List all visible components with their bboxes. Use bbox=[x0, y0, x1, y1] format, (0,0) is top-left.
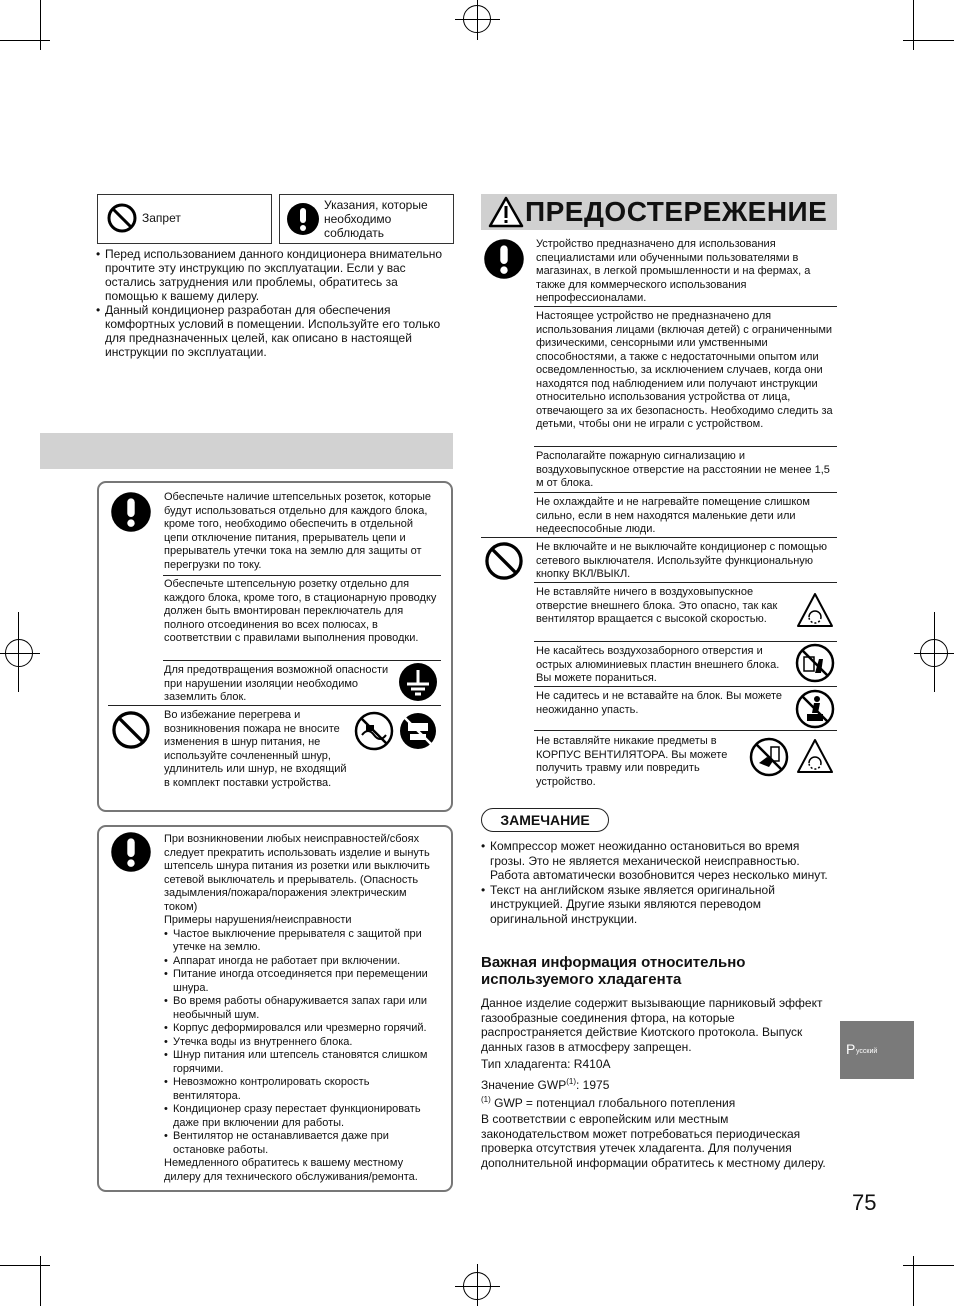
warning-item: Не вставляйте ничего в воздуховыпускное отверстие внешнего блока. Это опасно, так как вентилятор вращается с высокой скоростью. bbox=[536, 586, 778, 625]
warning-item: Настоящее устройство не предназначено для использования лицами (включая детей) с ограниченными физическими, сенсорными или умственными способностями, а также с недостаточными опытом или осведомленностью, за исключением случаев, когда они находятся под наблюдением или получают инструкции относительно использования устройства от лица, отвечающего за их безопасность. Необходимо следить за детьми, чтобы они не играли с устройством. bbox=[536, 310, 833, 430]
note-text bbox=[481, 839, 831, 926]
fan-caution-icon bbox=[796, 738, 834, 774]
warning-item: Не садитесь и не вставайте на блок. Вы можете неожиданно упасть. bbox=[536, 690, 783, 716]
note-item: • Текст на английском языке является оригинальной инструкцией. Другие языки являются переводом оригинальной инструкции. bbox=[481, 883, 831, 927]
legend-mandatory-label: Указания, которые необходимо соблюдать bbox=[324, 198, 428, 240]
intro-text bbox=[96, 247, 448, 359]
prohibition-icon bbox=[106, 202, 138, 234]
refrigerant-para2: В соответствии с европейским или местным законодательством может потребоваться периодическая проверка отсутствия утечек хладагента. Для получения дополнительной информации обратитесь к местному дилеру. bbox=[481, 1112, 826, 1170]
gwp-value: : 1975 bbox=[576, 1078, 610, 1092]
gwp-sup: (1) bbox=[566, 1077, 576, 1086]
panel1-item: Для предотвращения возможной опасности при нарушении изоляции необходимо заземлить блок. bbox=[164, 664, 389, 703]
gwp-label: Значение GWP bbox=[481, 1078, 567, 1092]
no-extension-cord-icon bbox=[398, 711, 438, 751]
panel2-text bbox=[164, 833, 440, 1184]
panel2-intro: При возникновении любых неисправностей/сбоях следует прекратить использовать изделие и вынуть штепсель шнура питания из розетки или выключить сетевой выключатель и прерыватель. (Опасность задымления/пожара/поражения электрическим током) bbox=[164, 833, 430, 913]
exclamation-icon bbox=[110, 831, 152, 873]
footnote-sup: (1) bbox=[481, 1095, 491, 1104]
prohibition-icon bbox=[483, 540, 525, 582]
no-insert-objects-icon bbox=[749, 737, 789, 777]
refrigerant-para1: Данное изделие содержит вызывающие парниковый эффект газообразные соединения фтора, на которые распространяется действие Киотского протокола. Выпуск данных газов в атмосферу запрещен. bbox=[481, 996, 823, 1054]
section-header-bar bbox=[40, 433, 453, 469]
note-label: ЗАМЕЧАНИЕ bbox=[500, 812, 590, 828]
panel2-bullet: • Кондиционер сразу перестает функционировать даже при включении для работы. bbox=[164, 1103, 440, 1130]
panel2-bullet: • Утечка воды из внутреннего блока. bbox=[164, 1036, 440, 1050]
panel1-item: Во избежание перегрева и возникновения пожара не вносите изменения в шнур питания, не используйте сочлененный шнур, удлинитель или шнур, не входящий в комплект поставки устройства. bbox=[164, 709, 347, 789]
exclamation-icon bbox=[286, 202, 320, 236]
legend-prohibited-label: Запрет bbox=[142, 211, 181, 225]
panel2-bullet: • Невозможно контролировать скорость вентилятора. bbox=[164, 1076, 440, 1103]
gwp-line bbox=[481, 1075, 609, 1093]
fan-caution-icon bbox=[796, 592, 834, 628]
no-climbing-icon bbox=[795, 689, 835, 729]
page-number: 75 bbox=[852, 1190, 877, 1215]
exclamation-icon bbox=[110, 491, 152, 533]
refrigerant-heading: Важная информация относительно используемого хладагента bbox=[481, 954, 746, 988]
warning-triangle-icon bbox=[488, 196, 524, 228]
ground-icon bbox=[398, 662, 438, 702]
panel2-footer: Немедленного обратитесь к вашему местному дилеру для технического обслуживания/ремонта. bbox=[164, 1157, 418, 1183]
intro-item: • Данный кондиционер разработан для обеспечения комфортных условий в помещении. Используйте его только для предназначенных целей, как описано в настоящей инструкции по эксплуатации. bbox=[96, 303, 448, 359]
panel2-bullet: • Шнур питания или штепсель становятся слишком горячими. bbox=[164, 1049, 440, 1076]
note-item: • Компрессор может неожиданно остановиться во время грозы. Это не является механической неисправностью. Работа автоматически возобновится через несколько минут. bbox=[481, 839, 831, 883]
no-touch-icon bbox=[795, 643, 835, 683]
panel2-bullet: • Питание иногда отсоединяется при перемещении шнура. bbox=[164, 968, 440, 995]
prohibition-icon bbox=[110, 709, 152, 751]
warning-item: Не вставляйте никакие предметы в КОРПУС ВЕНТИЛЯТОРА. Вы можете получить травму или повредить устройство. bbox=[536, 735, 728, 788]
refrigerant-type: Тип хладагента: R410A bbox=[481, 1057, 611, 1071]
intro-item: • Перед использованием данного кондиционера внимательно прочтите эту инструкцию по эксплуатации. Если у вас остались затруднения или проблемы, обратитесь за помощью к вашему дилеру. bbox=[96, 247, 448, 303]
panel2-bullet: • Корпус деформировался или чрезмерно горячий. bbox=[164, 1022, 440, 1036]
warning-title: ПРЕДОСТЕРЕЖЕНИЕ bbox=[525, 196, 828, 227]
panel2-examples-label: Примеры нарушения/неисправности bbox=[164, 914, 352, 926]
note-label-pill bbox=[481, 808, 609, 832]
legend-prohibited bbox=[97, 194, 272, 244]
warning-item: Устройство предназначено для использования специалистами или обученными пользователями в магазинах, в легкой промышленности и на фермах, а также для коммерческого использования непрофессионалами. bbox=[536, 238, 811, 304]
panel2-bullet: • Вентилятор не останавливается даже при остановке работы. bbox=[164, 1130, 440, 1157]
panel2-bullet: • Частое выключение прерывателя с защитой при утечке на землю. bbox=[164, 928, 440, 955]
warning-item: Не касайтесь воздухозаборного отверстия и острых алюминиевых пластин внешнего блока. Вы можете пораниться. bbox=[536, 645, 780, 684]
gwp-footnote bbox=[481, 1093, 735, 1111]
panel1-item: Обеспечьте штепсельную розетку отдельно для каждого блока, кроме того, в стационарную проводку должен быть вмонтирован переключатель для полного отсоединения во всех полюсах, в соответствии с правилами выполнения проводки. bbox=[164, 578, 437, 644]
warning-item: Не охлаждайте и не нагревайте помещение слишком сильно, если в нем находятся маленькие дети или недееспособные люди. bbox=[536, 496, 810, 535]
footnote-text: GWP = потенциал глобального потепления bbox=[490, 1096, 736, 1110]
panel2-bullet: • Во время работы обнаруживается запах гари или необычный шум. bbox=[164, 995, 440, 1022]
legend-mandatory bbox=[279, 194, 454, 244]
language-tab-initial: Р bbox=[846, 1041, 856, 1057]
panel2-bullet: • Аппарат иногда не работает при включении. bbox=[164, 955, 440, 969]
no-cord-modification-icon bbox=[354, 711, 394, 751]
language-tab-rest: усский bbox=[856, 1048, 878, 1055]
warning-item: Располагайте пожарную сигнализацию и воздуховыпускное отверстие на расстоянии не менее 1,5 м от блока. bbox=[536, 450, 830, 489]
panel1-item: Обеспечьте наличие штепсельных розеток, которые будут использоваться отдельно для каждого блока, кроме того, необходимо обеспечить в отдельной цепи отключение питания, прерыватель цепи и прерыватель утечки тока на землю для защиты от перегрузки по току. bbox=[164, 491, 432, 571]
warning-item: Не включайте и не выключайте кондиционер с помощью сетевого выключателя. Используйте функциональную кнопку ВКЛ/ВЫКЛ. bbox=[536, 541, 828, 580]
language-tab bbox=[840, 1021, 914, 1079]
exclamation-icon bbox=[483, 238, 525, 280]
